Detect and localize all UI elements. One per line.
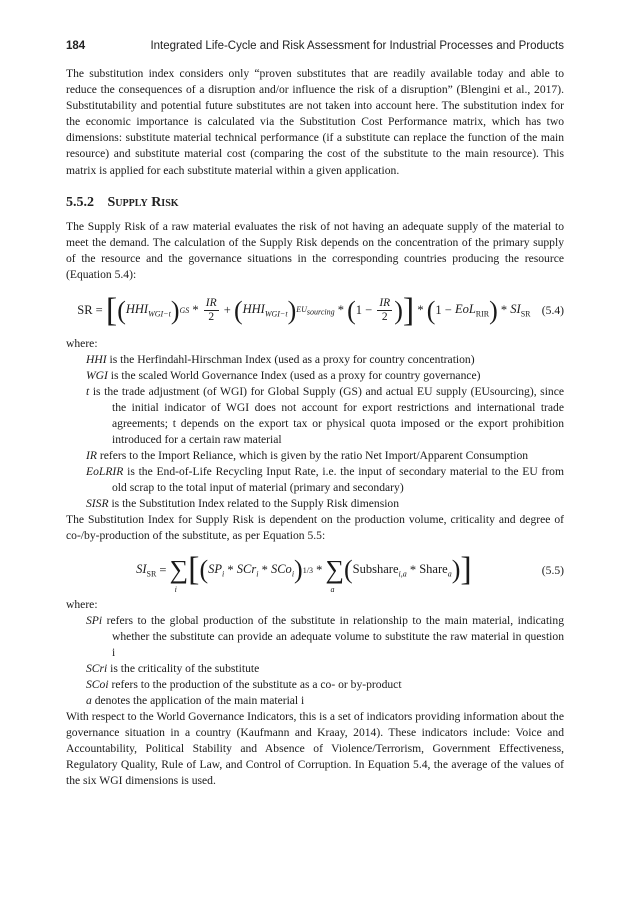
definition-eol-rir: EoLRIR is the End-of-Life Recycling Input Rate, i.e. the input of secondary material to the EU from old scrap to the total input of material (primary and secondary) [86,465,564,495]
equation-5-5 [66,551,564,595]
definition-a: a denotes the application of the main material i [86,693,305,707]
eq54-gs: GS [179,306,190,316]
section-heading [66,195,564,211]
eq55-subshare: Subshare$_{i,a}$ [352,562,407,579]
definition-list-1 [66,352,564,512]
equation-5-5-number: (5.5) [541,563,564,577]
equation-5-4-number: (5.4) [541,304,564,318]
eq54-hhi-1: $HHI_{WGI-t}$ [125,302,171,319]
paragraph-wgi: With respect to the World Governance Indicators, this is a set of indicators providing information about the governance situation in a country (Kaufmann and Kraay, 2014). These indicators include: Voice and Accountability, Political Stability and Absence of Violence/Terrorism, Government Effectiveness, Regulatory Quality, Rule of Law, and Control of Corruption. In Equation 5.4, the average of the values of the six WGI dimensions is used. [66,709,564,788]
eq54-eu-sourcing: $EU_{sourcing}$ [296,304,335,317]
definition-scri: SCri is the criticality of the substitute [86,661,260,675]
running-title: Integrated Life-Cycle and Risk Assessment for Industrial Processes and Products [150,40,564,52]
eq54-one: 1 [355,303,363,318]
page [66,40,564,789]
eq55-sco: SCo$_i$ [270,562,295,579]
page-number: 184 [66,40,86,52]
definition-spi: SPi refers to the global production of the substitute in relationship to the main material, indicating whether the substitute can provide an adequate volume to substitute the raw material in question i [86,613,564,659]
equation-5-4-formula: SR = [ ( $HHI_{WGI-t}$ ) GS * $\frac{IR}{2}$ + ( $HHI_{WGI-t}$ ) $EU_{sourcing}$ * ( 1 − $\frac{IR}{2}$ ) ] * ( 1 − EoL$_{RIR}$ ) * $SI_{SR}$ [77,291,531,329]
paragraph-substitution: The substitution index considers only “proven substitutes that are readily available today and able to reduce the consequences of a disruption and/or influence the risk of a disruption” (Blengini et al., 2017). Substitutability and potential future substitutes are not taken into account here. The substitution index for the economic importance is calculated via the Substitution Cost Performance matrix, which has two dimensions: substitute material technical performance (if a substitute can replace the function of the main resource) and substitute material cost (comparing the cost of the substitute to the main resource). This matrix is applied for each substitute material within a given application. [66,67,564,177]
eq54-si-sr: $SI_{SR}$ [510,302,531,319]
section-title: Supply Risk [107,194,179,210]
eq54-frac-ir-2: $\frac{IR}{2}$ [379,297,391,324]
eq54-lhs: SR [77,303,93,318]
paragraph-substitution-index: The Substitution Index for Supply Risk is dependent on the production volume, criticality and degree of co-/by-production of the substitute, as per Equation 5.5: [66,513,564,543]
eq54-eol: EoL$_{RIR}$ [454,302,490,319]
definition-list-2 [66,613,564,709]
running-header [66,40,564,52]
eq55-sp: $SP_i$ [208,562,225,579]
equation-5-4 [66,291,564,329]
eq55-exponent: 1/3 [302,565,313,575]
section-number: 5.5.2 [66,194,94,210]
definition-ir: IR refers to the Import Reliance, which is given by the ratio Net Import/Apparent Consumption [86,449,529,463]
definition-scoi: SCoi refers to the production of the substitute as a co- or by-product [86,677,402,691]
eq54-hhi-2: $HHI_{WGI-t}$ [242,302,288,319]
definition-t: t is the trade adjustment (of WGI) for Global Supply (GS) and actual EU supply (EUsourcing), since the initial indicator of WGI does not account for export restrictions and international trade agreements; t depends on the export tax or physical quota imposed or the export prohibition introduced for a certain raw material [86,385,564,447]
equation-5-5-formula: $SI_{SR}$ = ∑ i [ ( $SP_i$ * SCr$_i$ * SCo$_i$ ) 1/3 * ∑ a ( Subshare$_{i,a}$ * Share$_a$ ) ] [136,551,472,595]
where-label-1: where: [66,337,98,351]
where-label-2: where: [66,597,98,611]
definition-wgi: WGI is the scaled World Governance Index (used as a proxy for country governance) [86,369,481,383]
definition-si-sr: SISR is the Substitution Index related to the Supply Risk dimension [86,497,400,511]
eq55-lhs: $SI_{SR}$ [136,562,157,579]
eq55-scr: SCr$_i$ [236,562,259,579]
eq55-share: Share$_a$ [419,562,452,579]
eq54-frac-ir-1: $\frac{IR}{2}$ [205,297,217,324]
definition-hhi: HHI is the Herfindahl-Hirschman Index (used as a proxy for country concentration) [86,353,475,367]
paragraph-supply-risk: The Supply Risk of a raw material evaluates the risk of not having an adequate supply of the material to meet the demand. The calculation of the Supply Risk depends on the concentration of the primary supply of the resource and the governance situations in the corresponding countries producing the resource (Equation 5.4): [66,219,564,281]
